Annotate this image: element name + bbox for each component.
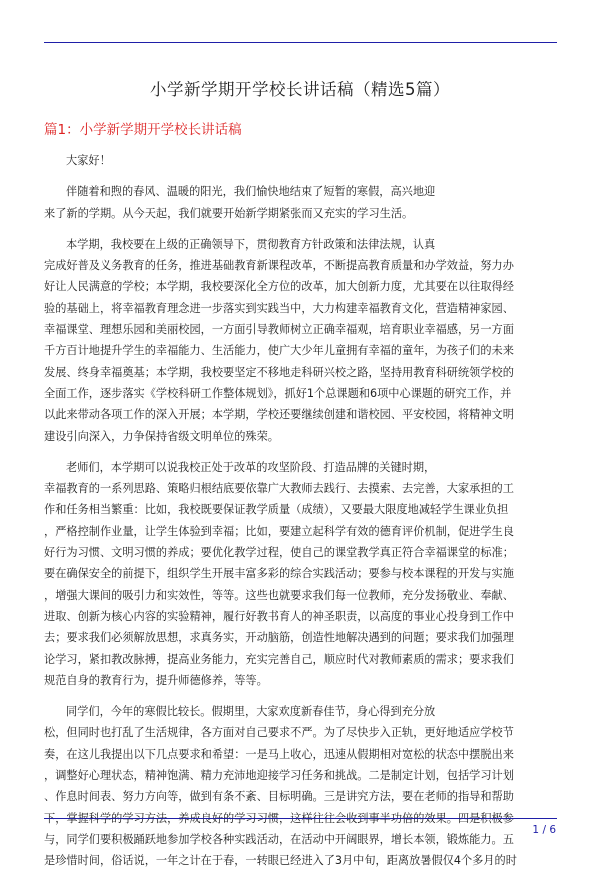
paragraph-line: 验的基础上，将幸福教育理念进一步落实到实践当中，大力构建幸福教育文化，营造精神家园、: [44, 301, 514, 315]
paragraph-line: 去；要求我们必须解放思想，求真务实，开动脑筋，创造性地解决遇到的问题；要求我们加强理: [44, 631, 514, 645]
paragraph-line: 发展、终身幸福奠基；本学期，我校要坚定不移地走科研兴校之路，坚持用教育科研统领学校的: [44, 365, 514, 379]
paragraph-line: 同学们，今年的寒假比较长。假期里，大家欢度新春佳节，身心得到充分放: [66, 705, 436, 719]
paragraph-line: ，增强大课间的吸引力和实效性，等等。这些也就要求我们每一位教师，充分发扬敬业、奉献、: [44, 588, 514, 602]
paragraph-line: 幸福课堂、理想乐园和美丽校园，一方面引导教师树立正确幸福观，培育职业幸福感，另一方面: [44, 323, 514, 337]
paragraph: [44, 701, 557, 871]
paragraph: [44, 234, 557, 447]
footer-rule: [44, 818, 557, 819]
paragraph-line: 论学习，紧扣教改脉搏，提高业务能力，充实完善自己，顺应时代对教师素质的需求；要求我们: [44, 652, 514, 666]
page-number: 1 / 6: [532, 824, 556, 836]
paragraph-line: 作和任务相当繁重：比如，我校既要保证教学质量（成绩），又要最大限度地减轻学生课业负担: [44, 503, 509, 517]
document-title: 小学新学期开学校长讲话稿（精选5篇）: [150, 80, 450, 99]
paragraph-line: 来了新的学期。从今天起，我们就要开始新学期紧张而又充实的学习生活。: [44, 206, 414, 220]
paragraph-line: 进取、创新为核心内容的实验精神，履行好教书育人的神圣职责，以高度的事业心投身到工作中: [44, 609, 514, 623]
paragraph: [44, 457, 557, 691]
document-body: [44, 150, 557, 882]
paragraph-line: 是珍惜时间，俗话说，一年之计在于春，一转眼已经进入了3月中旬，距离放暑假仅4个多月的时: [44, 854, 517, 868]
paragraph-line: 千方百计地提升学生的幸福能力、生活能力，使广大少年儿童拥有幸福的童年，为孩子们的未来: [44, 344, 514, 358]
paragraph-line: 伴随着和煦的春风、温暖的阳光，我们愉快地结束了短暂的寒假，高兴地迎: [66, 185, 436, 199]
paragraph-line: 好行为习惯、文明习惯的养成；要优化教学过程，使自己的课堂教学真正符合幸福课堂的标准；: [44, 546, 514, 560]
paragraph-line: 建设引向深入，力争保持省级文明单位的殊荣。: [44, 429, 279, 443]
paragraph-line: 本学期，我校要在上级的正确领导下，贯彻教育方针政策和法律法规，认真: [66, 237, 436, 251]
paragraph-line: 要在确保安全的前提下，组织学生开展丰富多彩的综合实践活动；要参与校本课程的开发与实施: [44, 567, 514, 581]
paragraph-line: ，调整好心理状态，精神饱满、精力充沛地迎接学习任务和挑战。二是制定计划，包括学习计划: [44, 769, 514, 783]
paragraph-line: 好让人民满意的学校；本学期，我校要深化全方位的改革，加大创新力度，尤其要在以往取得经: [44, 280, 514, 294]
paragraph-line: 奏，在这儿我提出以下几点要求和希望：一是马上收心，迅速从假期相对宽松的状态中摆脱出来: [44, 747, 514, 761]
header-rule: [44, 42, 557, 43]
paragraph-line: 与，同学们要积极踊跃地参加学校各种实践活动，在活动中开阔眼界，增长本领，锻炼能力。五: [44, 832, 514, 846]
paragraph-line: 、作息时间表、努力方向等，做到有条不紊、目标明确。三是讲究方法，要在老师的指导和帮助: [44, 790, 514, 804]
paragraph-line: 老师们，本学期可以说我校正处于改革的攻坚阶段、打造品牌的关键时期，: [66, 460, 436, 474]
paragraph: [44, 150, 557, 171]
paragraph-line: 以此来带动各项工作的深入开展；本学期，学校还要继续创建和谐校园、平安校园，将精神文明: [44, 408, 514, 422]
section-heading: 篇1：小学新学期开学校长讲话稿: [44, 122, 242, 138]
paragraph-line: 松，但同时也打乱了生活规律，各方面对自己要求不严。为了尽快步入正轨，更好地适应学校节: [44, 726, 514, 740]
paragraph-line: ，严格控制作业量，让学生体验到幸福；比如，要建立起科学有效的德育评价机制，促进学生良: [44, 524, 514, 538]
paragraph-line: 下，掌握科学的学习方法，养成良好的学习习惯，这样往往会收到事半功倍的效果。四是积极参: [44, 811, 514, 825]
paragraph-line: 规范自身的教育行为，提升师德修养，等等。: [44, 673, 268, 687]
paragraph: [44, 181, 557, 224]
paragraph-line: 大家好！: [66, 154, 111, 167]
paragraph-line: 全面工作，逐步落实《学校科研工作整体规划》，抓好1个总课题和6项中心课题的研究工作，并: [44, 386, 512, 400]
paragraph-line: 幸福教育的一系列思路、策略归根结底要依靠广大教师去践行、去摸索、去完善，大家承担的工: [44, 482, 514, 496]
paragraph-line: 完成好普及义务教育的任务，推进基础教育新课程改革，不断提高教育质量和办学效益，努力办: [44, 259, 514, 273]
